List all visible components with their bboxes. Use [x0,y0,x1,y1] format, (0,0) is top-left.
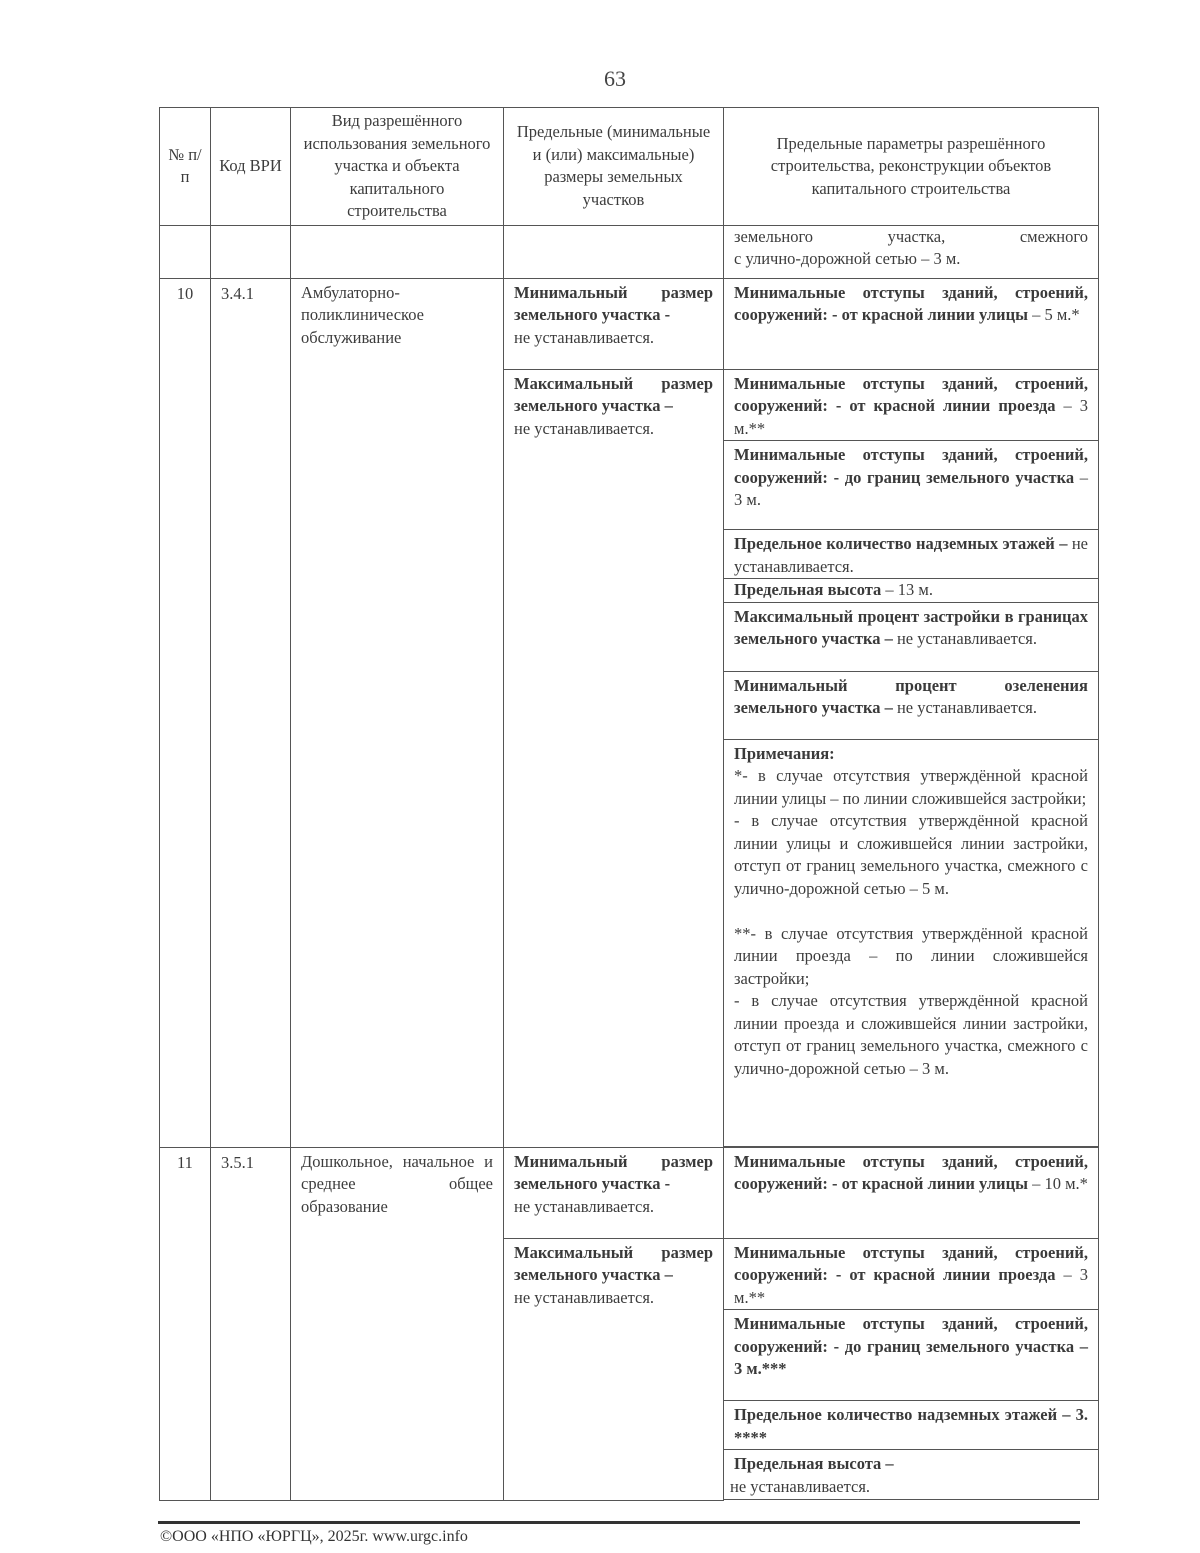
min-size-cell [504,278,724,369]
param-cell: Минимальные отступы зданий, строений, сооружений: - до границ земельного участка – 3 м. [724,441,1099,530]
note-text: - в случае отсутствия утверждённой красной линии улицы и сложившейся линии застройки, отступ от границ земельного участка, смежного с улично-дорожной сетью – 5 м. [734,811,1088,898]
max-size-value: не устанавливается. [514,418,655,438]
notes-cell [724,739,1099,1146]
min-size-cell [504,1147,724,1238]
row-code: 3.5.1 [211,1147,291,1500]
param-cell: Минимальный процент озеленения земельного участка – не устанавливается. [724,671,1099,739]
max-size-value: не устанавливается. [514,1287,655,1307]
header-code: Код ВРИ [211,108,291,226]
max-size-cell [504,1238,724,1500]
param-cell: Максимальный процент застройки в границах земельного участка – не устанавливается. [724,602,1099,671]
header-sizes: Предельные (минимальные и (или) максимальные) размеры земельных участков [504,108,724,226]
notes-title: Примечания: [734,743,835,763]
param-cell: Минимальные отступы зданий, строений, сооружений: - от красной линии проезда – 3 м.** [724,369,1099,441]
param-cell: Минимальные отступы зданий, строений, сооружений: - до границ земельного участка – 3 м.*** [724,1310,1099,1401]
footer-divider [158,1521,1080,1524]
param-cell: Минимальные отступы зданий, строений, сооружений: - от красной линии улицы – 5 м.* [724,278,1099,369]
note-text: *- в случае отсутствия утверждённой красной линии улицы – по линии сложившейся застройки; [734,766,1088,808]
table-header-row [160,108,1099,226]
param-cell: Предельное количество надземных этажей – 3. **** [724,1401,1099,1450]
min-size-label: Минимальный размер земельного участка - [514,282,713,324]
max-size-cell [504,369,724,1147]
max-size-label: Максимальный размер земельного участка – [514,1242,713,1284]
page-number: 63 [604,66,626,91]
table-row [160,1147,1099,1238]
min-size-label: Минимальный размер земельного участка - [514,1151,713,1193]
row-code: 3.4.1 [211,278,291,1147]
param-cell: Минимальные отступы зданий, строений, сооружений: - от красной линии проезда – 3 м.** [724,1238,1099,1310]
row-number: 11 [160,1147,211,1500]
footer-copyright: ©ООО «НПО «ЮРГЦ», 2025г. www.urgc.info [160,1528,468,1545]
continuation-params: земельного участка, смежного с улично-дорожной сетью – 3 м. [724,225,1099,278]
note-text: **- в случае отсутствия утверждённой красной линии проезда – по линии сложившейся застройки; [734,923,1088,988]
note-text: - в случае отсутствия утверждённой красной линии проезда и сложившейся линии застройки, отступ от границ земельного участка, смежного с улично-дорожной сетью – 3 м. [734,991,1088,1078]
row-number: 10 [160,278,211,1147]
table-row [160,278,1099,369]
header-type: Вид разрешённого использования земельного участка и объекта капитального строительства [291,108,504,226]
min-size-value: не устанавливается. [514,327,655,347]
max-size-label: Максимальный размер земельного участка – [514,373,713,415]
param-cell: Предельное количество надземных этажей – не устанавливается. [724,530,1099,579]
param-cell: Минимальные отступы зданий, строений, сооружений: - от красной линии улицы – 10 м.* [724,1147,1099,1238]
param-cell: Предельная высота – 13 м. [724,579,1099,603]
header-num: № п/п [160,108,211,226]
row-type: Амбулаторно-поликлиническое обслуживание [291,278,504,1147]
continuation-row [160,225,1099,278]
regulations-table [159,107,1099,1501]
row-type: Дошкольное, начальное и среднее общее образование [291,1147,504,1500]
min-size-value: не устанавливается. [514,1196,655,1216]
header-params: Предельные параметры разрешённого строительства, реконструкции объектов капитального строительства [724,108,1099,226]
param-cell: Предельная высота – не устанавливается. [724,1450,1099,1500]
